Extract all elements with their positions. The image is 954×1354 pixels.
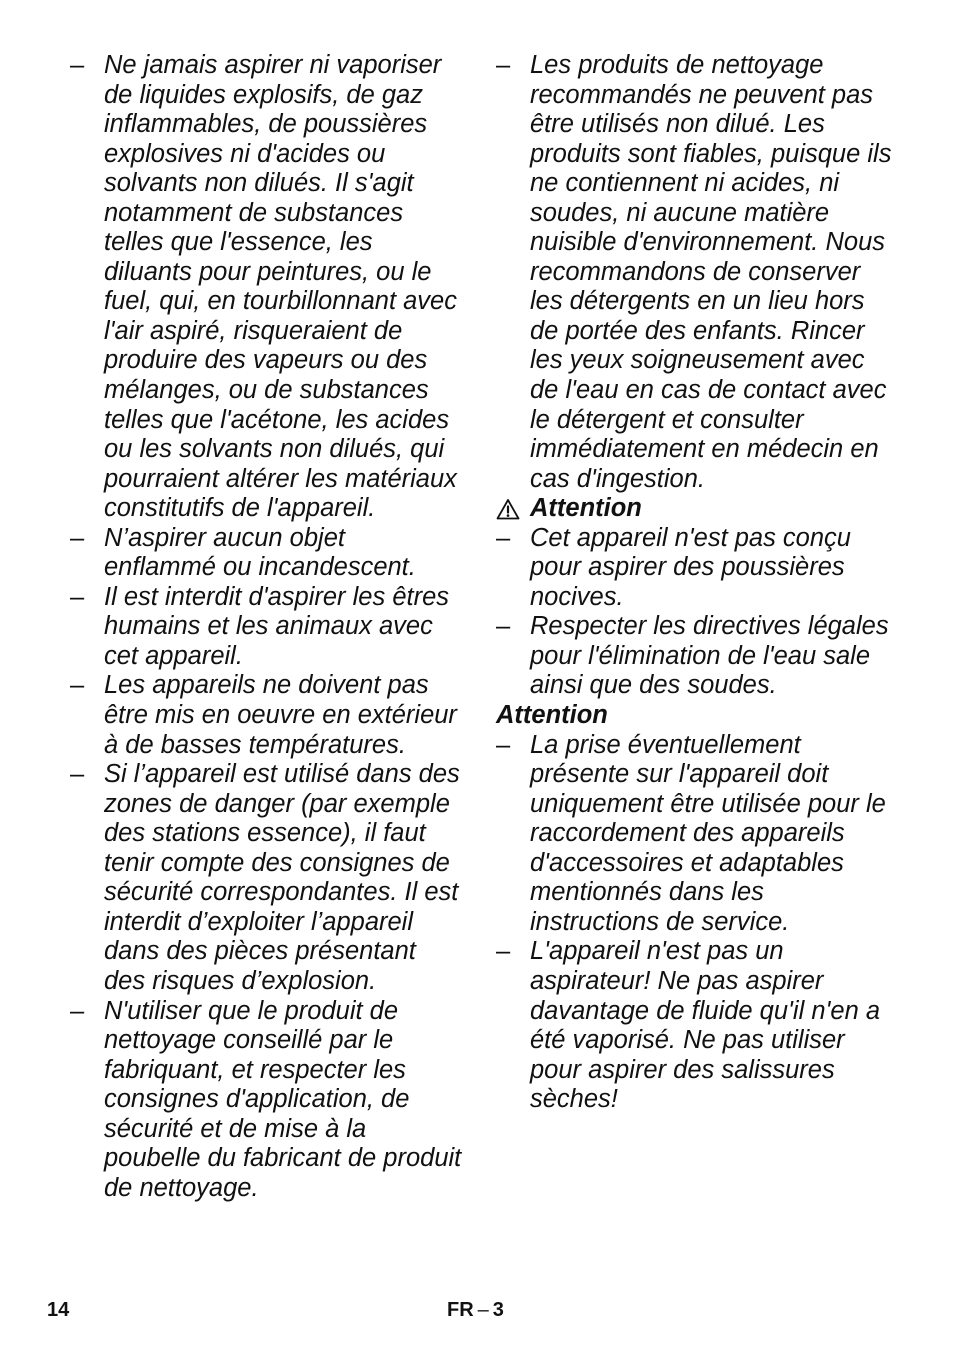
list-item-text: La prise éventuellement présente sur l'appareil doit uniquement être utilisée pour le raccordement des appareils d'accessoires et adaptables mentionnés dans les instructions de service. (530, 730, 886, 936)
section-separator: – (477, 1299, 489, 1321)
list-item-text: Cet appareil n'est pas conçu pour aspirer des poussières nocives. (530, 523, 851, 611)
list-dash: – (70, 582, 85, 611)
list-item (496, 612, 896, 701)
list-item-text: N'utiliser que le produit de nettoyage conseillé par le fabriquant, et respecter les consignes d'application, de sécurité et de mise à la poubelle du fabricant de produit de nettoyage. (104, 996, 462, 1202)
attention-heading-label: Attention (496, 701, 608, 730)
right-column (496, 51, 896, 1115)
list-dash: – (70, 51, 85, 79)
list-dash: – (70, 760, 85, 789)
list-item-text: L'appareil n'est pas un aspirateur! Ne pas aspirer davantage de fluide qu'il n'en a été vaporisé. Ne pas utiliser pour aspirer des salissures sèches! (530, 937, 881, 1114)
list-item-text: Ne jamais aspirer ni vaporiser de liquides explosifs, de gaz inflammables, de poussières explosives ni d'acides ou solvants non dilués. Il s'agit notamment de substances telles que l'essence, les diluants pour peintures, ou le fuel, qui, en tourbillonnant avec l'air aspiré, risqueraient de produire des vapeurs ou des mélanges, ou de substances telles que l'acétone, les acides ou les solvants non dilués, qui pourraient altérer les matériaux constitutifs de l'appareil. (104, 51, 457, 523)
list-item-text: Les appareils ne doivent pas être mis en oeuvre en extérieur à de basses températures. (104, 671, 457, 759)
warning-triangle-icon (496, 494, 530, 524)
list-item-text: Respecter les directives légales pour l'élimination de l'eau sale ainsi que des soudes. (530, 612, 889, 700)
list-dash: – (496, 730, 511, 759)
list-dash: – (496, 612, 511, 641)
list-item-text: Si l’appareil est utilisé dans des zones de danger (par exemple des stations essence), il faut tenir compte des consignes de sécurité correspondantes. Il est interdit d’exploiter l’appareil dans des pièces présentant des risques d’explosion. (104, 760, 460, 995)
list-dash: – (70, 996, 85, 1025)
list-item (496, 731, 896, 938)
list-item-text: N’aspirer aucun objet enflammé ou incandescent. (104, 523, 416, 582)
section-number: 3 (492, 1299, 504, 1321)
list-item (70, 997, 462, 1204)
list-item (70, 583, 462, 672)
list-item (70, 524, 462, 583)
list-dash: – (496, 937, 511, 966)
attention-heading (496, 701, 896, 731)
section-reference (447, 1298, 504, 1322)
list-item (496, 51, 896, 494)
page-number: 14 (47, 1299, 70, 1321)
list-item (70, 671, 462, 760)
warning-heading (496, 494, 896, 524)
list-item (70, 51, 462, 524)
list-dash: – (70, 523, 85, 552)
list-item (496, 937, 896, 1114)
list-item (496, 524, 896, 613)
list-item (70, 760, 462, 996)
language-code: FR (447, 1299, 474, 1321)
list-dash: – (496, 51, 511, 79)
list-item-text: Les produits de nettoyage recommandés ne peuvent pas être utilisés non dilué. Les produits sont fiables, puisque ils ne contiennent ni acides, ni soudes, ni aucune matière nuisible d'environnement. Nous recommandons de conserver les détergents en un lieu hors de portée des enfants. Rincer les yeux soigneusement avec de l'eau en cas de contact avec le détergent et consulter immédiatement en médecin en cas d'ingestion. (530, 51, 892, 493)
list-dash: – (70, 671, 85, 700)
warning-heading-label: Attention (530, 494, 642, 523)
list-dash: – (496, 523, 511, 552)
left-column (70, 51, 462, 1203)
list-item-text: Il est interdit d'aspirer les êtres humains et les animaux avec cet appareil. (104, 582, 450, 670)
